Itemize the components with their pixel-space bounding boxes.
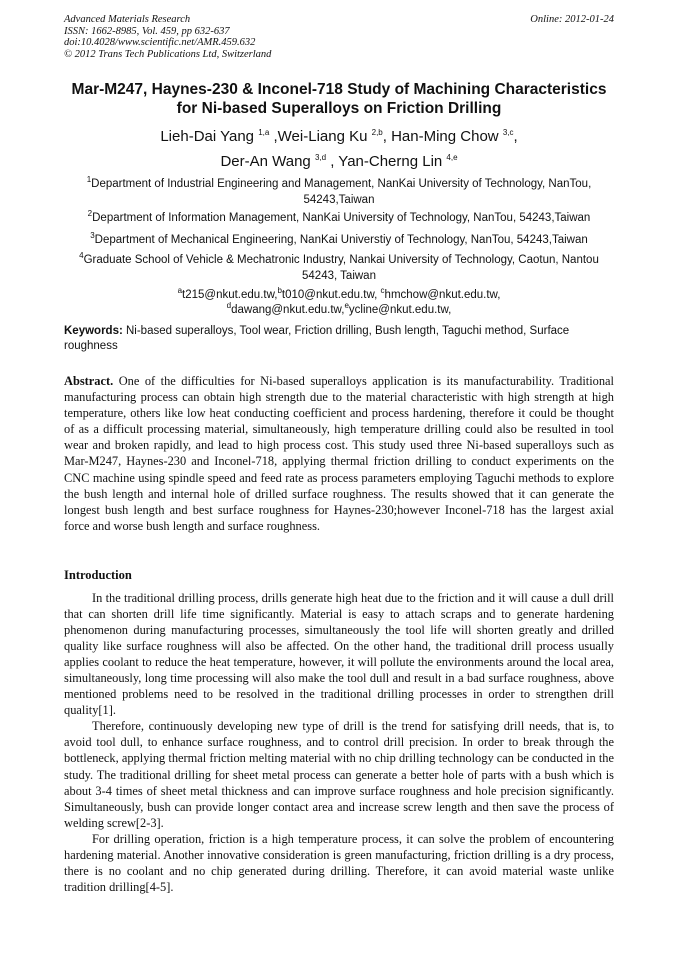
author-sup: 3,c <box>502 128 514 137</box>
email-address: dawang@nkut.edu.tw, <box>231 304 345 316</box>
email-line: $^a$t215@nkut.edu.tw,$^b$t010@nkut.edu.tw, $^c$hmchow@nkut.edu.tw, <box>177 286 501 301</box>
paragraph: In the traditional drilling process, drills generate high heat due to the friction and it will cause a dull drill that can shorten drill life time significantly. Material is easy to attach scraps and to generate hardening phenomenon during manufacturing processes, simultaneously the tool life will shorten greatly and drilled quality like surface roughness will also be affected. On the other hand, the traditional drill process usually applies coolant to reduce the heat temperature, however, it will pollute the environments around the local area, simultaneously, long time processing will also make the tool dull and result in a bad surface roughness, above mentioned problems need to be resolved in the traditional drilling processes in order to strengthen drill quality[1]. <box>64 591 614 718</box>
journal-issn: ISSN: 1662-8985, Vol. 459, pp 632-637 <box>64 25 230 37</box>
paragraph: For drilling operation, friction is a high temperature process, it can solve the problem of encountering hardening material. Another innovative consideration is green manufacturing, friction drilling is a dry process, there is no coolant and no chip generated during drilling. Therefore, it can avoid material waste unlike tradition drilling[4-5]. <box>64 831 614 894</box>
author-sup: 3,d <box>314 153 327 162</box>
email-line: $^d$dawang@nkut.edu.tw,$^e$ycline@nkut.edu.tw, <box>226 301 452 316</box>
author-sup: 4,e <box>446 153 458 162</box>
online-date: Online: 2012-01-24 <box>530 14 614 25</box>
abstract-text: One of the difficulties for Ni-based superalloys application is its manufacturability. Traditional manufacturing process can obtain high strength due to the material characteristic with high strength at high temperature, others like low heat conducting coefficient and process hardening, therefore it could be thought of as a difficult processing material, simultaneously, high temperature drilling could also be resulted in tool wear and broken rapidly, and lead to high process cost. This study used three Ni-based superalloys such as Mar-M247, Haynes-230 and Inconel-718, applying thermal friction drilling to conduct experiments on the CNC machine using spindle speed and feed rate as process parameters employing Taguchi methods to explore the bush length and internal hole of drilled surface roughness. The results showed that it can generate the longest bush length and best surface roughness for Haynes-230;however Inconel-718 has the largest axial force and worse bush length and surface roughness. <box>64 374 614 533</box>
author-name: Wei-Liang Ku <box>277 128 368 145</box>
affiliation-3: $^3$Department of Mechanical Engineering, NanKai Universtiy of Technology, NanTou, 54243,Taiwan <box>90 231 588 246</box>
email-address: t215@nkut.edu.tw, <box>182 289 278 301</box>
author-emails <box>60 288 618 318</box>
paper-title <box>40 80 638 118</box>
author-name: Han-Ming Chow <box>391 128 499 145</box>
introduction-body <box>64 590 614 895</box>
journal-doi: doi:10.4028/www.scientific.net/AMR.459.632 <box>64 37 256 48</box>
affiliation-1: $^1$Department of Industrial Engineering and Management, NanKai University of Technology, NanTou, 54243,Taiwan <box>86 175 592 206</box>
author-sup: 2,b <box>371 128 383 137</box>
author-line: Der-An Wang $^{3,d}$ , Yan-Cherng Lin $^{4,e}$ <box>220 153 458 170</box>
author-name: Lieh-Dai Yang <box>160 128 255 145</box>
email-address: hmchow@nkut.edu.tw, <box>384 289 501 301</box>
email-address: t010@nkut.edu.tw, <box>281 289 381 301</box>
affiliation-4: $^4$Graduate School of Vehicle & Mechatronic Industry, Nankai University of Technology, Caotun, Nantou 54243, Taiwan <box>79 251 599 282</box>
email-address: ycline@nkut.edu.tw, <box>348 304 452 316</box>
journal-header <box>64 14 271 60</box>
journal-copyright: © 2012 Trans Tech Publications Ltd, Switzerland <box>64 48 272 60</box>
paragraph: Therefore, continuously developing new type of drill is the trend for satisfying drill needs, that is, to avoid tool dull, to enhance surface roughness, and to control drill precision. In order to break through the bottleneck, applying thermal friction melting material with no chip drilling technology can be conducted in the study. The traditional drilling for sheet metal process can generate a better hole of parts with a bush which is about 3-4 times of sheet metal thickness and can improve surface roughness and hole precision significantly. Simultaneously, bush can provide longer contact area and increase screw length and then save the process of welding screw[2-3]. <box>64 719 614 830</box>
abstract <box>64 373 614 534</box>
title-line: Mar-M247, Haynes-230 & Inconel-718 Study of Machining Characteristics <box>71 81 607 98</box>
author-sup: 1,a <box>258 128 270 137</box>
author-name: Yan-Cherng Lin <box>338 153 443 170</box>
keywords-label: Keywords: <box>64 325 123 337</box>
abstract-label: Abstract. <box>64 374 114 388</box>
keywords-text: Ni-based superalloys, Tool wear, Friction drilling, Bush length, Taguchi method, Surface roughness <box>64 325 570 352</box>
keywords <box>64 324 614 354</box>
affiliation-2: $^2$Department of Information Management, NanKai University of Technology, NanTou, 54243,Taiwan <box>87 209 591 224</box>
title-line: for Ni-based Superalloys on Friction Drilling <box>176 100 502 117</box>
journal-name: Advanced Materials Research <box>64 14 191 25</box>
author-name: Der-An Wang <box>220 153 311 170</box>
section-heading: Introduction <box>64 568 132 582</box>
author-list <box>40 124 638 174</box>
author-line: Lieh-Dai Yang $^{1,a}$ ,Wei-Liang Ku $^{2,b}$, Han-Ming Chow $^{3,c}$, <box>160 128 518 145</box>
